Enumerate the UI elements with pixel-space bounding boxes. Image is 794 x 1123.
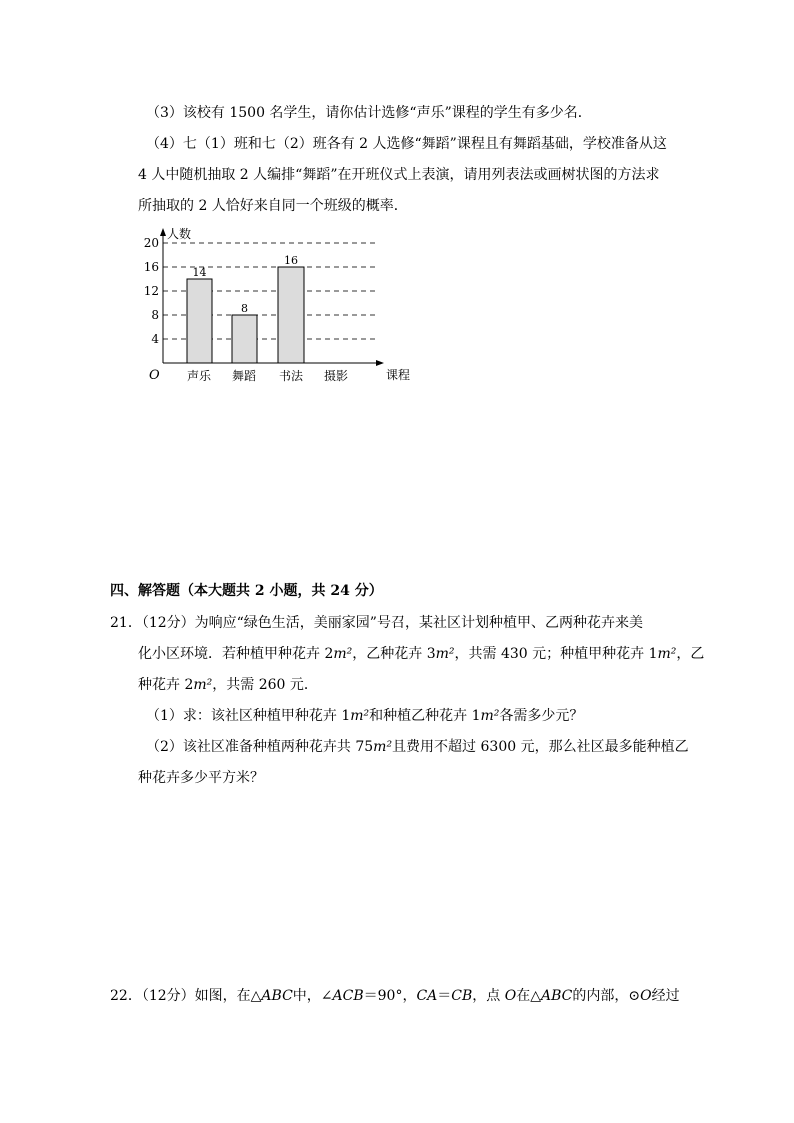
unit-m2: m²: [193, 677, 213, 693]
ytick-label-16: 16: [143, 260, 159, 274]
q20-part4-line1: （4）七（1）班和七（2）班各有 2 人选修“舞蹈”课程且有舞蹈基础，学校准备从这: [146, 136, 667, 152]
ytick-label-8: 8: [151, 308, 159, 322]
unit-m2: m²: [435, 646, 455, 662]
origin-label: O: [149, 368, 160, 383]
x-axis-arrow: [376, 360, 384, 366]
bar-chart: [136, 222, 411, 390]
category-label: 书法: [278, 369, 304, 383]
bar-value-label: 16: [284, 254, 298, 267]
q20-part4-line3: 所抽取的 2 人恰好来自同一个班级的概率．: [138, 198, 408, 214]
bar-书法: [278, 267, 304, 363]
q22-line1: 22．（12分）如图，在△ABC中，∠ACB＝90°，CA＝CB，点 O在△ABC的内部，⊙O经过: [110, 988, 680, 1004]
q20-part3: （3）该校有 1500 名学生，请你估计选修“声乐”课程的学生有多少名．: [146, 105, 592, 121]
q21-part2-line2: 种花卉多少平方米？: [138, 770, 264, 786]
bar-value-label: 14: [192, 266, 207, 279]
q21-line3: 种花卉 2m²，共需 260 元．: [138, 677, 318, 693]
unit-m2: m²: [480, 708, 500, 724]
ytick-label-4: 4: [151, 332, 159, 346]
bar-舞蹈: [232, 315, 257, 363]
category-label: 舞蹈: [231, 369, 257, 383]
q21-line1: 21．（12分）为响应“绿色生活，美丽家园”号召，某社区计划种植甲、乙两种花卉来美: [110, 615, 643, 631]
q20-part4-line2: 4 人中随机抽取 2 人编排“舞蹈”在开班仪式上表演，请用列表法或画树状图的方法求: [138, 167, 660, 183]
q21-line2: 化小区环境．若种植甲种花卉 2m²，乙种花卉 3m²，共需 430 元；种植甲种花卉 1m²，乙: [138, 646, 705, 662]
q21-part1: （1）求：该社区种植甲种花卉 1m²和种植乙种花卉 1m²各需多少元？: [146, 708, 584, 724]
chart-labels: [144, 226, 410, 383]
y-axis-arrow: [160, 228, 166, 236]
unit-m2: m²: [657, 646, 677, 662]
unit-m2: m²: [350, 708, 370, 724]
section-heading: 四、解答题（本大题共 2 小题，共 24 分）: [110, 583, 383, 599]
bar-value-label: 8: [241, 302, 248, 315]
q21-part2-line1: （2）该社区准备种植两种花卉共 75m²且费用不超过 6300 元，那么社区最多能种植乙: [146, 739, 689, 755]
bar-声乐: [187, 279, 212, 363]
ytick-label-20: 20: [143, 236, 159, 250]
chart-bars: [187, 267, 304, 363]
unit-m2: m²: [333, 646, 353, 662]
x-axis-label: 课程: [386, 368, 411, 382]
y-axis-label: 人数: [167, 227, 192, 241]
category-label: 摄影: [323, 369, 349, 383]
ytick-label-12: 12: [143, 284, 159, 298]
category-label: 声乐: [186, 369, 212, 383]
unit-m2: m²: [373, 739, 393, 755]
